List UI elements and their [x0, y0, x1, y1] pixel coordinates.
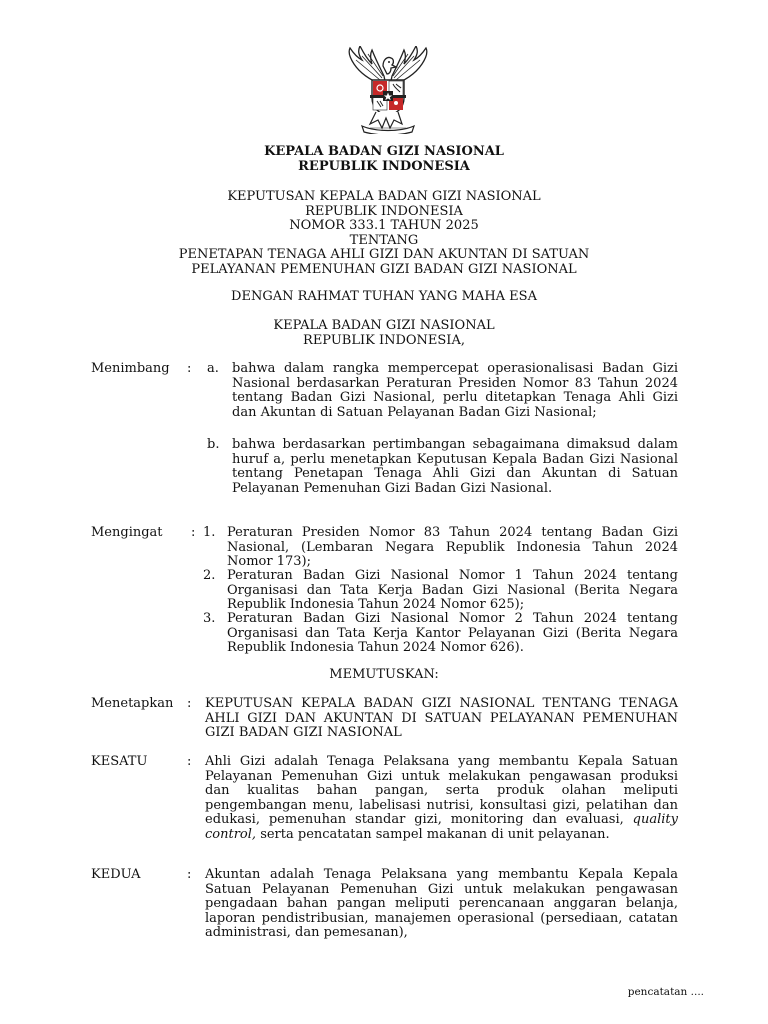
- mengingat-marker-3: 3.: [203, 611, 216, 626]
- decree-subject-line2: PELAYANAN PEMENUHAN GIZI BADAN GIZI NASIONAL: [191, 261, 577, 277]
- menetapkan-colon: :: [187, 696, 192, 711]
- memutuskan-heading: MEMUTUSKAN:: [329, 667, 439, 682]
- garuda-emblem-icon: [336, 46, 440, 134]
- kesatu-label: KESATU: [91, 754, 148, 769]
- kedua-text: Akuntan adalah Tenaga Pelaksana yang membantu Kepala Kepala Satuan Pelayanan Pemenuhan Gizi untuk melakukan pengawasan pengadaan bahan pangan meliputi perencanaan anggaran belanja, laporan pendistribusian, manajemen operasional (persediaan, catatan administrasi, dan pemesanan),: [205, 867, 678, 940]
- kesatu-colon: :: [187, 754, 192, 769]
- mengingat-item-2: Peraturan Badan Gizi Nasional Nomor 1 Tahun 2024 tentang Organisasi dan Tata Kerja Badan Gizi Nasional (Berita Negara Republik Indonesia Tahun 2024 Nomor 625);: [227, 568, 678, 612]
- issuer-heading: [0, 145, 768, 174]
- decree-tentang: TENTANG: [349, 232, 419, 248]
- decree-title-line2: REPUBLIK INDONESIA: [305, 203, 463, 219]
- issuer-statement-line2: REPUBLIK INDONESIA,: [303, 332, 465, 348]
- decree-title: [0, 190, 768, 277]
- menetapkan-text: KEPUTUSAN KEPALA BADAN GIZI NASIONAL TENTANG TENAGA AHLI GIZI DAN AKUNTAN DI SATUAN PELAYANAN PEMENUHAN GIZI BADAN GIZI NASIONAL: [205, 696, 678, 740]
- decree-title-line1: KEPUTUSAN KEPALA BADAN GIZI NASIONAL: [227, 189, 541, 204]
- mengingat-label: Mengingat: [91, 525, 163, 540]
- kesatu-text-main: Ahli Gizi adalah Tenaga Pelaksana yang membantu Kepala Satuan Pelayanan Pemenuhan Gizi untuk melakukan pengawasan produksi dan kualitas bahan pangan, serta produk olahan meliputi pengembangan menu, labelisasi nutrisi, konsultasi gizi, pelatihan dan edukasi, pemenuhan standar gizi, monitoring dan evaluasi,: [205, 754, 678, 827]
- page-continuation: pencatatan ....: [627, 986, 704, 998]
- issuer-heading-line1: KEPALA BADAN GIZI NASIONAL: [264, 144, 504, 159]
- decree-number: NOMOR 333.1 TAHUN 2025: [289, 218, 479, 233]
- issuer-statement-line1: KEPALA BADAN GIZI NASIONAL: [273, 318, 495, 333]
- kedua-colon: :: [187, 867, 192, 882]
- menimbang-item-a: bahwa dalam rangka mempercepat operasionalisasi Badan Gizi Nasional berdasarkan Peraturan Presiden Nomor 83 Tahun 2024 tentang Badan Gizi Nasional, perlu ditetapkan Tenaga Ahli Gizi dan Akuntan di Satuan Pelayanan Badan Gizi Nasional;: [232, 361, 678, 420]
- menimbang-label: Menimbang: [91, 361, 170, 376]
- menimbang-item-b: bahwa berdasarkan pertimbangan sebagaimana dimaksud dalam huruf a, perlu menetapkan Keputusan Kepala Badan Gizi Nasional tentang Penetapan Tenaga Ahli Gizi dan Akuntan di Satuan Pelayanan Pemenuhan Gizi Badan Gizi Nasional.: [232, 437, 678, 496]
- mengingat-marker-2: 2.: [203, 568, 216, 583]
- menimbang-marker-a: a.: [207, 361, 219, 376]
- menimbang-marker-b: b.: [207, 437, 220, 452]
- kesatu-text-italic: quality control,: [205, 812, 678, 842]
- menetapkan-label: Menetapkan: [91, 696, 174, 711]
- mengingat-item-3: Peraturan Badan Gizi Nasional Nomor 2 Tahun 2024 tentang Organisasi dan Tata Kerja Kantor Pelayanan Gizi (Berita Negara Republik Indonesia Tahun 2024 Nomor 626).: [227, 611, 678, 655]
- kedua-label: KEDUA: [91, 867, 141, 882]
- issuer-statement: [0, 319, 768, 348]
- mengingat-item-1: Peraturan Presiden Nomor 83 Tahun 2024 tentang Badan Gizi Nasional, (Lembaran Negara Republik Indonesia Tahun 2024 Nomor 173);: [227, 525, 678, 569]
- issuer-heading-line2: REPUBLIK INDONESIA: [298, 158, 470, 174]
- kesatu-text-end: serta pencatatan sampel makanan di unit pelayanan.: [260, 826, 610, 842]
- menimbang-colon: :: [187, 361, 192, 376]
- mengingat-colon: :: [191, 525, 196, 540]
- decree-subject-line1: PENETAPAN TENAGA AHLI GIZI DAN AKUNTAN DI SATUAN: [178, 247, 590, 262]
- kesatu-text: [205, 755, 678, 842]
- mengingat-marker-1: 1.: [203, 525, 216, 540]
- preamble: DENGAN RAHMAT TUHAN YANG MAHA ESA: [231, 289, 537, 304]
